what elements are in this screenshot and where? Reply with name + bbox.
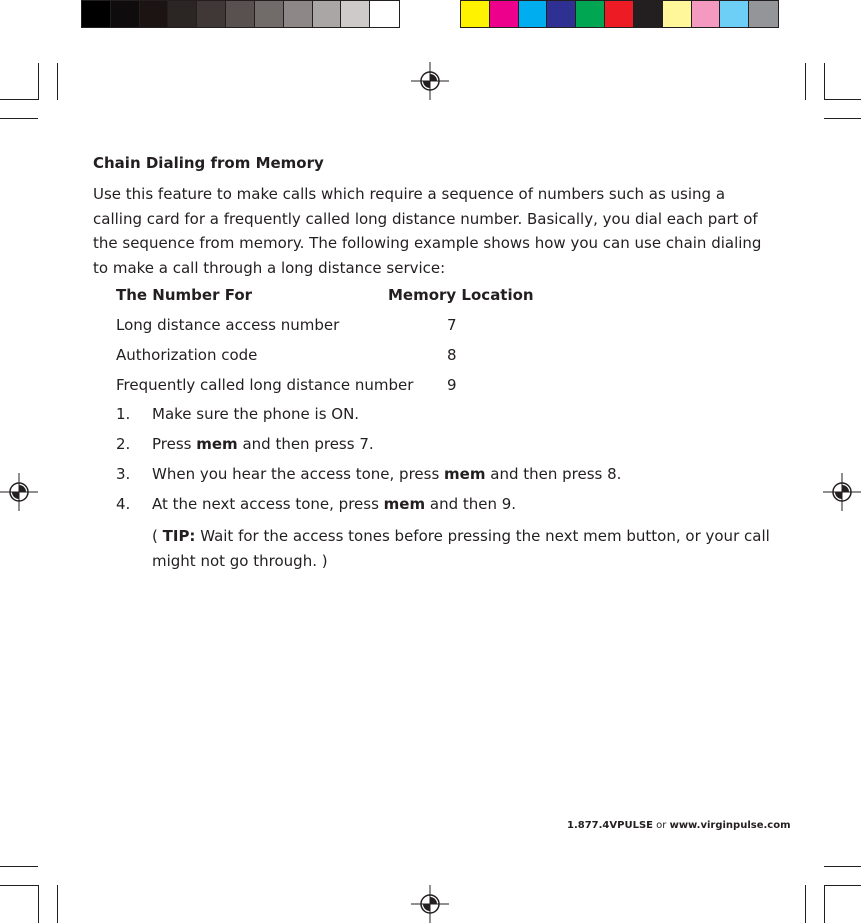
crop-mark: [0, 118, 38, 119]
step-number: 4.: [116, 495, 131, 513]
crop-mark: [824, 99, 861, 100]
color-swatch: [576, 1, 605, 27]
registration-target-icon: [0, 473, 38, 511]
table-row-location: 9: [447, 376, 457, 394]
gray-swatch: [168, 1, 197, 27]
crop-mark: [805, 63, 806, 100]
mem-key-label: mem: [444, 465, 486, 483]
section-heading: Chain Dialing from Memory: [93, 154, 324, 172]
crop-mark: [38, 63, 39, 100]
footer-contact: 1.877.4VPULSE or www.virginpulse.com: [567, 820, 791, 831]
color-swatch: [663, 1, 692, 27]
crop-mark: [57, 63, 58, 100]
crop-mark: [38, 885, 39, 923]
registration-target-icon: [411, 62, 449, 100]
registration-target-icon: [411, 885, 449, 923]
gray-swatch: [284, 1, 313, 27]
color-swatch: [519, 1, 548, 27]
gray-swatch: [140, 1, 169, 27]
footer-website: www.virginpulse.com: [669, 820, 791, 831]
step-text: At the next access tone, press mem and then 9.: [152, 495, 517, 513]
intro-paragraph: Use this feature to make calls which require a sequence of numbers such as using a calling card for a frequently called long distance number. Basically, you dial each part of the sequence from memory. The following example shows how you can use chain dialing to make a call through a long distance service:: [93, 185, 762, 277]
table-row-location: 8: [447, 346, 457, 364]
table-row-label: Long distance access number: [116, 316, 340, 334]
mem-key-label: mem: [196, 435, 238, 453]
step-number: 2.: [116, 435, 131, 453]
color-swatch: [749, 1, 778, 27]
crop-mark: [824, 885, 825, 923]
registration-target-icon: [823, 473, 861, 511]
table-row-location: 7: [447, 316, 457, 334]
table-row-label: Authorization code: [116, 346, 258, 364]
crop-mark: [824, 63, 825, 100]
step-text: Press mem and then press 7.: [152, 435, 374, 453]
gray-swatch: [255, 1, 284, 27]
gray-swatch: [313, 1, 342, 27]
color-swatch: [720, 1, 749, 27]
crop-mark: [57, 885, 58, 923]
gray-swatch: [197, 1, 226, 27]
step-number: 3.: [116, 465, 131, 483]
crop-mark: [824, 118, 861, 119]
table-row-label: Frequently called long distance number: [116, 376, 414, 394]
gray-swatch: [370, 1, 399, 27]
step-number: 1.: [116, 405, 131, 423]
table-header-location: Memory Location: [388, 286, 534, 304]
tip-label: TIP:: [162, 527, 196, 545]
gray-swatch: [82, 1, 111, 27]
mem-key-label: mem: [383, 495, 426, 513]
color-swatch: [547, 1, 576, 27]
color-swatch: [490, 1, 519, 27]
crop-mark: [0, 99, 38, 100]
color-swatch: [461, 1, 490, 27]
grayscale-color-bar: [81, 0, 400, 28]
crop-mark: [805, 885, 806, 923]
step-text: When you hear the access tone, press mem and then press 8.: [152, 465, 622, 483]
crop-mark: [0, 885, 38, 886]
step-text: Make sure the phone is ON.: [152, 405, 360, 423]
color-swatch: [634, 1, 663, 27]
crop-mark: [824, 866, 861, 867]
footer-phone: 1.877.4VPULSE: [567, 820, 653, 831]
gray-swatch: [341, 1, 370, 27]
table-header-number: The Number For: [116, 286, 253, 304]
process-color-bar: [460, 0, 779, 28]
tip-note: ( TIP: Wait for the access tones before pressing the next mem button, or your call might not go through. ): [152, 527, 770, 570]
gray-swatch: [111, 1, 140, 27]
color-swatch: [692, 1, 721, 27]
gray-swatch: [226, 1, 255, 27]
color-swatch: [605, 1, 634, 27]
crop-mark: [824, 885, 861, 886]
crop-mark: [0, 866, 38, 867]
